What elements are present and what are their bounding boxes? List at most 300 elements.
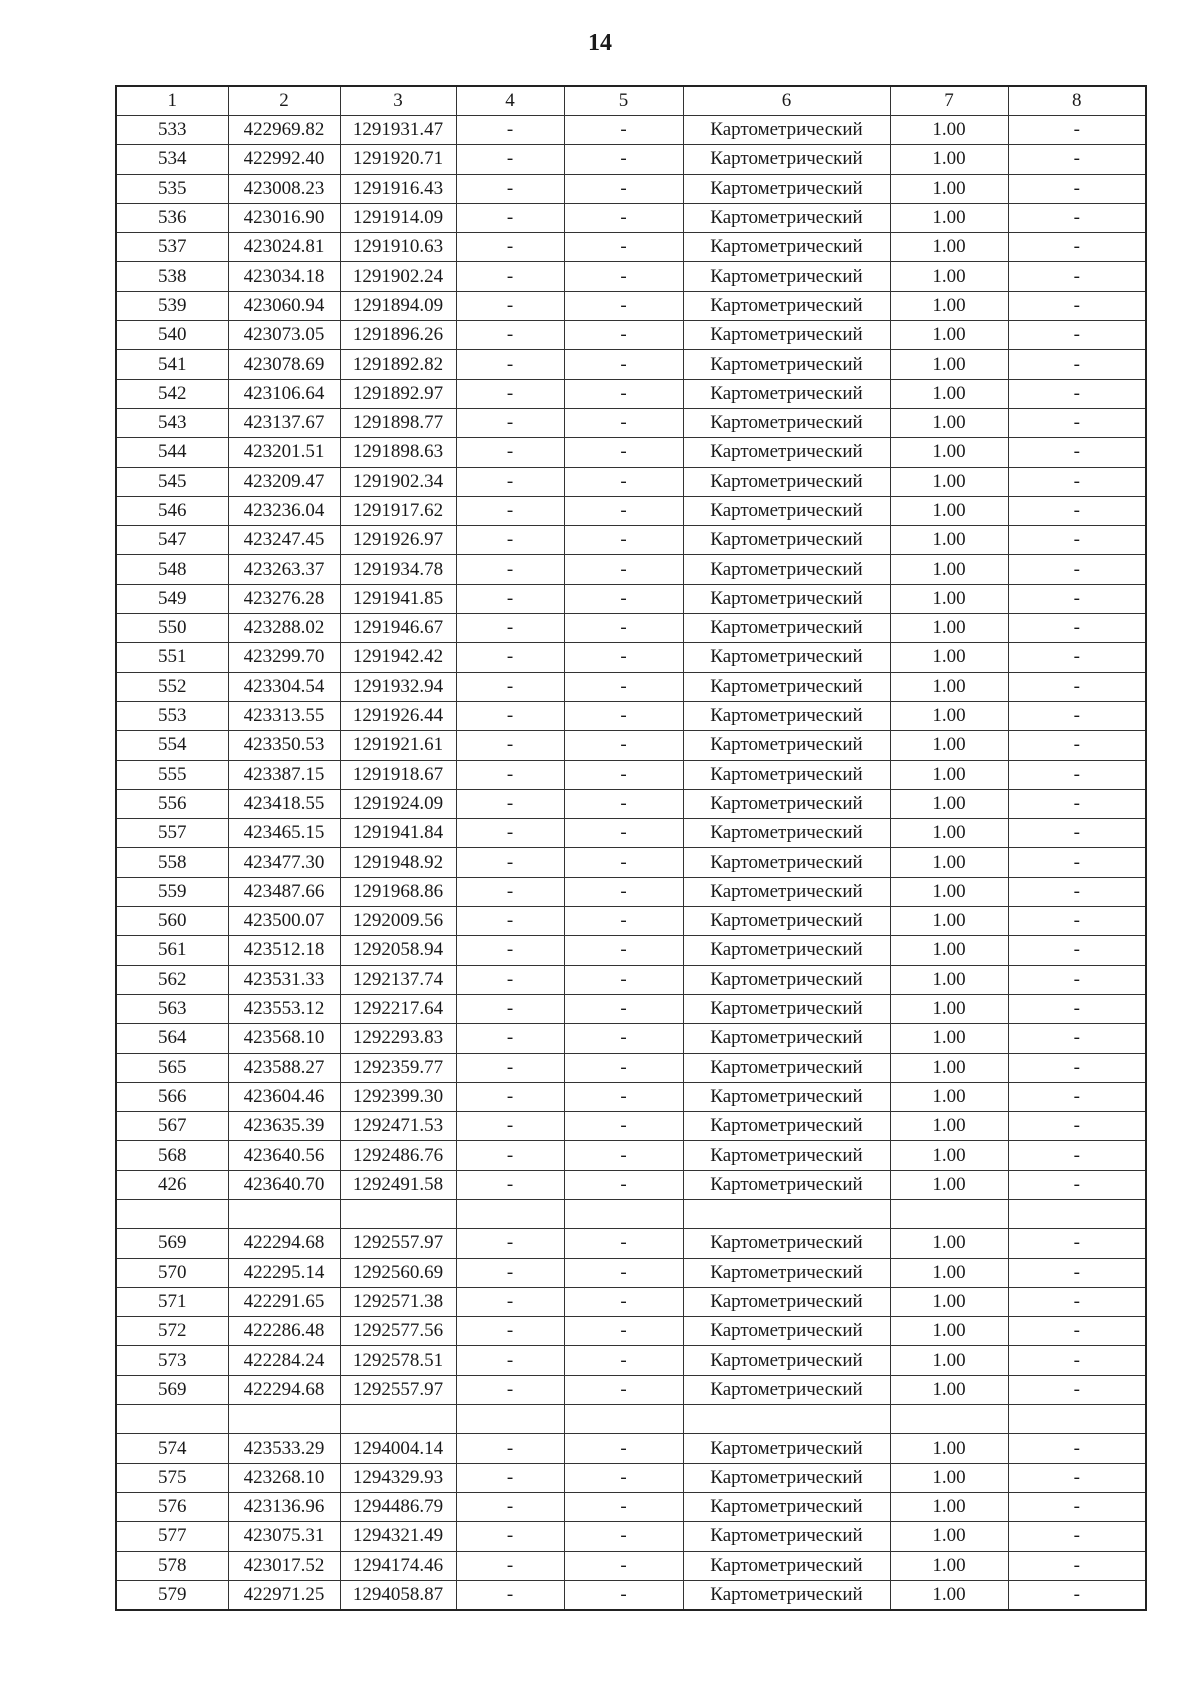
col5-cell: - [564, 1287, 683, 1316]
x-coordinate-cell: 423465.15 [228, 819, 340, 848]
point-number-cell: 541 [116, 350, 228, 379]
col8-cell: - [1008, 1112, 1146, 1141]
col5-cell: - [564, 116, 683, 145]
method-cell: Картометрический [683, 1024, 890, 1053]
col5-cell: - [564, 1463, 683, 1492]
x-coordinate-cell: 423263.37 [228, 555, 340, 584]
col8-cell: - [1008, 526, 1146, 555]
col8-cell: - [1008, 233, 1146, 262]
method-cell: Картометрический [683, 819, 890, 848]
col8-cell: - [1008, 760, 1146, 789]
y-coordinate-cell: 1291926.44 [340, 701, 456, 730]
y-coordinate-cell: 1292399.30 [340, 1082, 456, 1111]
page-number: 14 [588, 30, 612, 56]
point-number-cell: 550 [116, 614, 228, 643]
col8-cell: - [1008, 438, 1146, 467]
accuracy-cell: 1.00 [890, 1492, 1008, 1521]
method-cell: Картометрический [683, 1141, 890, 1170]
method-cell: Картометрический [683, 1580, 890, 1610]
col8-cell: - [1008, 877, 1146, 906]
col8-cell: - [1008, 643, 1146, 672]
col8-cell: - [1008, 145, 1146, 174]
col4-cell: - [456, 789, 564, 818]
col4-cell: - [456, 1053, 564, 1082]
y-coordinate-cell: 1291948.92 [340, 848, 456, 877]
method-cell: Картометрический [683, 1229, 890, 1258]
y-coordinate-cell: 1291917.62 [340, 496, 456, 525]
method-cell: Картометрический [683, 233, 890, 262]
accuracy-cell: 1.00 [890, 1229, 1008, 1258]
col8-cell: - [1008, 789, 1146, 818]
col8-cell: - [1008, 1492, 1146, 1521]
col8-cell: - [1008, 672, 1146, 701]
col5-cell: - [564, 233, 683, 262]
point-number-cell: 569 [116, 1375, 228, 1404]
col4-cell: - [456, 1375, 564, 1404]
col4-cell: - [456, 848, 564, 877]
point-number-cell: 557 [116, 819, 228, 848]
col5-cell: - [564, 731, 683, 760]
table-row [116, 907, 1146, 936]
table-row [116, 555, 1146, 584]
col5-cell: - [564, 350, 683, 379]
y-coordinate-cell: 1291932.94 [340, 672, 456, 701]
x-coordinate-cell: 423073.05 [228, 321, 340, 350]
col5-cell: - [564, 1053, 683, 1082]
col5-cell: - [564, 408, 683, 437]
y-coordinate-cell: 1294329.93 [340, 1463, 456, 1492]
method-cell: Картометрический [683, 145, 890, 174]
col4-cell: - [456, 467, 564, 496]
y-coordinate-cell: 1291902.24 [340, 262, 456, 291]
col5-cell: - [564, 848, 683, 877]
table-row [116, 1053, 1146, 1082]
col4-cell: - [456, 116, 564, 145]
col5-cell: - [564, 1551, 683, 1580]
method-cell: Картометрический [683, 526, 890, 555]
method-cell: Картометрический [683, 1053, 890, 1082]
accuracy-cell: 1.00 [890, 1434, 1008, 1463]
method-cell: Картометрический [683, 584, 890, 613]
col8-cell: - [1008, 1141, 1146, 1170]
table-row [116, 789, 1146, 818]
y-coordinate-cell: 1291898.77 [340, 408, 456, 437]
col4-cell: - [456, 233, 564, 262]
col4-cell: - [456, 1346, 564, 1375]
x-coordinate-cell: 423487.66 [228, 877, 340, 906]
col5-cell: - [564, 701, 683, 730]
col8-cell: - [1008, 1551, 1146, 1580]
point-number-cell: 554 [116, 731, 228, 760]
y-coordinate-cell: 1292217.64 [340, 994, 456, 1023]
x-coordinate-cell: 423017.52 [228, 1551, 340, 1580]
method-cell: Картометрический [683, 555, 890, 584]
table-row [116, 1317, 1146, 1346]
col8-cell: - [1008, 1375, 1146, 1404]
col4-cell: - [456, 408, 564, 437]
table-row [116, 438, 1146, 467]
y-coordinate-cell: 1294174.46 [340, 1551, 456, 1580]
col5-cell: - [564, 760, 683, 789]
y-coordinate-cell: 1292293.83 [340, 1024, 456, 1053]
table-row [116, 1580, 1146, 1610]
accuracy-cell: 1.00 [890, 233, 1008, 262]
col5-cell: - [564, 936, 683, 965]
col8-cell: - [1008, 584, 1146, 613]
x-coordinate-cell: 422284.24 [228, 1346, 340, 1375]
accuracy-cell: 1.00 [890, 1024, 1008, 1053]
accuracy-cell: 1.00 [890, 262, 1008, 291]
accuracy-cell: 1.00 [890, 1346, 1008, 1375]
col8-cell: - [1008, 819, 1146, 848]
accuracy-cell: 1.00 [890, 819, 1008, 848]
col8-cell: - [1008, 350, 1146, 379]
col8-cell: - [1008, 701, 1146, 730]
col8-cell: - [1008, 408, 1146, 437]
col8-cell: - [1008, 1346, 1146, 1375]
method-cell: Картометрический [683, 643, 890, 672]
col5-cell: - [564, 643, 683, 672]
col5-cell: - [564, 614, 683, 643]
accuracy-cell: 1.00 [890, 1287, 1008, 1316]
table-row [116, 145, 1146, 174]
col4-cell: - [456, 1170, 564, 1199]
table-row [116, 819, 1146, 848]
table-row [116, 1346, 1146, 1375]
y-coordinate-cell: 1291926.97 [340, 526, 456, 555]
x-coordinate-cell: 422969.82 [228, 116, 340, 145]
method-cell: Картометрический [683, 1375, 890, 1404]
col4-cell: - [456, 555, 564, 584]
point-number-cell: 540 [116, 321, 228, 350]
table-row [116, 1434, 1146, 1463]
accuracy-cell: 1.00 [890, 1112, 1008, 1141]
col4-cell: - [456, 819, 564, 848]
col8-cell [1008, 1199, 1146, 1228]
accuracy-cell: 1.00 [890, 614, 1008, 643]
method-cell: Картометрический [683, 408, 890, 437]
column-header-6: 6 [683, 86, 890, 116]
point-number-cell: 537 [116, 233, 228, 262]
accuracy-cell: 1.00 [890, 848, 1008, 877]
point-number-cell [116, 1405, 228, 1434]
table-row [116, 467, 1146, 496]
col4-cell: - [456, 350, 564, 379]
x-coordinate-cell: 423640.70 [228, 1170, 340, 1199]
x-coordinate-cell: 423500.07 [228, 907, 340, 936]
accuracy-cell: 1.00 [890, 174, 1008, 203]
x-coordinate-cell: 423276.28 [228, 584, 340, 613]
table-row [116, 1258, 1146, 1287]
y-coordinate-cell: 1291946.67 [340, 614, 456, 643]
method-cell: Картометрический [683, 965, 890, 994]
point-number-cell: 545 [116, 467, 228, 496]
method-cell: Картометрический [683, 438, 890, 467]
col4-cell: - [456, 526, 564, 555]
table-row [116, 116, 1146, 145]
col8-cell: - [1008, 379, 1146, 408]
x-coordinate-cell: 422971.25 [228, 1580, 340, 1610]
point-number-cell: 569 [116, 1229, 228, 1258]
col8-cell: - [1008, 848, 1146, 877]
x-coordinate-cell: 423604.46 [228, 1082, 340, 1111]
table-row [116, 877, 1146, 906]
col8-cell: - [1008, 321, 1146, 350]
point-number-cell: 539 [116, 291, 228, 320]
col4-cell: - [456, 1024, 564, 1053]
col5-cell: - [564, 1258, 683, 1287]
table-row [116, 203, 1146, 232]
method-cell: Картометрический [683, 848, 890, 877]
col8-cell: - [1008, 1082, 1146, 1111]
x-coordinate-cell: 423387.15 [228, 760, 340, 789]
accuracy-cell: 1.00 [890, 116, 1008, 145]
col8-cell: - [1008, 1170, 1146, 1199]
col5-cell: - [564, 555, 683, 584]
point-number-cell: 546 [116, 496, 228, 525]
table-row [116, 379, 1146, 408]
accuracy-cell: 1.00 [890, 965, 1008, 994]
point-number-cell: 426 [116, 1170, 228, 1199]
col8-cell: - [1008, 203, 1146, 232]
method-cell: Картометрический [683, 936, 890, 965]
x-coordinate-cell: 423299.70 [228, 643, 340, 672]
y-coordinate-cell: 1291896.26 [340, 321, 456, 350]
point-number-cell: 551 [116, 643, 228, 672]
y-coordinate-cell: 1291892.97 [340, 379, 456, 408]
point-number-cell: 571 [116, 1287, 228, 1316]
col4-cell: - [456, 262, 564, 291]
point-number-cell: 579 [116, 1580, 228, 1610]
method-cell: Картометрический [683, 1522, 890, 1551]
table-row [116, 1463, 1146, 1492]
accuracy-cell: 1.00 [890, 526, 1008, 555]
accuracy-cell: 1.00 [890, 760, 1008, 789]
col8-cell: - [1008, 1258, 1146, 1287]
method-cell: Картометрический [683, 467, 890, 496]
col4-cell: - [456, 731, 564, 760]
point-number-cell: 559 [116, 877, 228, 906]
col4-cell: - [456, 1229, 564, 1258]
x-coordinate-cell: 422992.40 [228, 145, 340, 174]
col4-cell: - [456, 145, 564, 174]
table-row [116, 848, 1146, 877]
method-cell: Картометрический [683, 321, 890, 350]
table-row [116, 672, 1146, 701]
x-coordinate-cell: 423268.10 [228, 1463, 340, 1492]
accuracy-cell: 1.00 [890, 1141, 1008, 1170]
point-number-cell: 536 [116, 203, 228, 232]
table-row [116, 965, 1146, 994]
y-coordinate-cell: 1291902.34 [340, 467, 456, 496]
col8-cell: - [1008, 496, 1146, 525]
accuracy-cell: 1.00 [890, 1375, 1008, 1404]
point-number-cell: 575 [116, 1463, 228, 1492]
table-row [116, 584, 1146, 613]
col5-cell: - [564, 1024, 683, 1053]
col8-cell: - [1008, 731, 1146, 760]
method-cell: Картометрический [683, 291, 890, 320]
table-row [116, 1375, 1146, 1404]
method-cell: Картометрический [683, 203, 890, 232]
y-coordinate-cell: 1292009.56 [340, 907, 456, 936]
point-number-cell: 533 [116, 116, 228, 145]
col5-cell: - [564, 1346, 683, 1375]
col4-cell: - [456, 174, 564, 203]
method-cell: Картометрический [683, 379, 890, 408]
point-number-cell: 577 [116, 1522, 228, 1551]
col4-cell: - [456, 1522, 564, 1551]
col8-cell: - [1008, 936, 1146, 965]
table-row [116, 291, 1146, 320]
col4-cell: - [456, 1580, 564, 1610]
point-number-cell: 553 [116, 701, 228, 730]
col5-cell [564, 1199, 683, 1228]
col5-cell: - [564, 907, 683, 936]
y-coordinate-cell: 1292560.69 [340, 1258, 456, 1287]
col5-cell: - [564, 379, 683, 408]
col5-cell: - [564, 262, 683, 291]
col4-cell: - [456, 496, 564, 525]
table-row [116, 526, 1146, 555]
col8-cell: - [1008, 1053, 1146, 1082]
accuracy-cell: 1.00 [890, 1053, 1008, 1082]
table-row [116, 233, 1146, 262]
accuracy-cell: 1.00 [890, 321, 1008, 350]
point-number-cell: 549 [116, 584, 228, 613]
y-coordinate-cell: 1291921.61 [340, 731, 456, 760]
col5-cell: - [564, 1229, 683, 1258]
col5-cell: - [564, 819, 683, 848]
accuracy-cell: 1.00 [890, 145, 1008, 174]
point-number-cell: 574 [116, 1434, 228, 1463]
accuracy-cell: 1.00 [890, 203, 1008, 232]
x-coordinate-cell [228, 1199, 340, 1228]
accuracy-cell: 1.00 [890, 907, 1008, 936]
y-coordinate-cell: 1294486.79 [340, 1492, 456, 1521]
y-coordinate-cell: 1292557.97 [340, 1229, 456, 1258]
point-number-cell: 562 [116, 965, 228, 994]
y-coordinate-cell: 1292486.76 [340, 1141, 456, 1170]
point-number-cell: 534 [116, 145, 228, 174]
table-row [116, 174, 1146, 203]
y-coordinate-cell: 1292577.56 [340, 1317, 456, 1346]
coordinates-table [115, 85, 1147, 1611]
col5-cell: - [564, 203, 683, 232]
col4-cell: - [456, 614, 564, 643]
x-coordinate-cell: 423288.02 [228, 614, 340, 643]
method-cell: Картометрический [683, 877, 890, 906]
point-number-cell: 570 [116, 1258, 228, 1287]
col5-cell: - [564, 496, 683, 525]
col5-cell: - [564, 1522, 683, 1551]
col5-cell: - [564, 526, 683, 555]
x-coordinate-cell: 423016.90 [228, 203, 340, 232]
point-number-cell: 573 [116, 1346, 228, 1375]
point-number-cell [116, 1199, 228, 1228]
col4-cell: - [456, 936, 564, 965]
column-header-8: 8 [1008, 86, 1146, 116]
accuracy-cell: 1.00 [890, 408, 1008, 437]
column-header-7: 7 [890, 86, 1008, 116]
y-coordinate-cell: 1291941.85 [340, 584, 456, 613]
col8-cell: - [1008, 1522, 1146, 1551]
col8-cell: - [1008, 555, 1146, 584]
point-number-cell: 578 [116, 1551, 228, 1580]
x-coordinate-cell: 423350.53 [228, 731, 340, 760]
point-number-cell: 535 [116, 174, 228, 203]
accuracy-cell: 1.00 [890, 1258, 1008, 1287]
method-cell: Картометрический [683, 1287, 890, 1316]
table-row [116, 643, 1146, 672]
x-coordinate-cell: 423136.96 [228, 1492, 340, 1521]
x-coordinate-cell: 423640.56 [228, 1141, 340, 1170]
point-number-cell: 543 [116, 408, 228, 437]
point-number-cell: 542 [116, 379, 228, 408]
table-row [116, 1405, 1146, 1434]
col4-cell: - [456, 1492, 564, 1521]
col8-cell: - [1008, 1024, 1146, 1053]
y-coordinate-cell: 1291916.43 [340, 174, 456, 203]
accuracy-cell: 1.00 [890, 731, 1008, 760]
accuracy-cell: 1.00 [890, 379, 1008, 408]
y-coordinate-cell: 1291892.82 [340, 350, 456, 379]
method-cell: Картометрический [683, 1346, 890, 1375]
y-coordinate-cell: 1291920.71 [340, 145, 456, 174]
col4-cell: - [456, 1258, 564, 1287]
accuracy-cell: 1.00 [890, 1522, 1008, 1551]
accuracy-cell [890, 1405, 1008, 1434]
point-number-cell: 572 [116, 1317, 228, 1346]
method-cell: Картометрический [683, 1434, 890, 1463]
column-header-5: 5 [564, 86, 683, 116]
table-row [116, 1551, 1146, 1580]
point-number-cell: 547 [116, 526, 228, 555]
column-header-3: 3 [340, 86, 456, 116]
col4-cell: - [456, 701, 564, 730]
col4-cell: - [456, 760, 564, 789]
col4-cell: - [456, 291, 564, 320]
table-header-row [116, 86, 1146, 116]
method-cell: Картометрический [683, 701, 890, 730]
col4-cell: - [456, 1317, 564, 1346]
table-row [116, 1170, 1146, 1199]
col8-cell: - [1008, 907, 1146, 936]
col8-cell: - [1008, 1580, 1146, 1610]
y-coordinate-cell: 1294058.87 [340, 1580, 456, 1610]
col4-cell: - [456, 438, 564, 467]
col5-cell: - [564, 965, 683, 994]
x-coordinate-cell: 423418.55 [228, 789, 340, 818]
col5-cell: - [564, 1317, 683, 1346]
point-number-cell: 565 [116, 1053, 228, 1082]
col8-cell: - [1008, 174, 1146, 203]
col4-cell: - [456, 203, 564, 232]
col5-cell: - [564, 1492, 683, 1521]
accuracy-cell: 1.00 [890, 467, 1008, 496]
accuracy-cell: 1.00 [890, 1082, 1008, 1111]
point-number-cell: 568 [116, 1141, 228, 1170]
method-cell: Картометрический [683, 1258, 890, 1287]
table-row [116, 496, 1146, 525]
point-number-cell: 552 [116, 672, 228, 701]
y-coordinate-cell: 1294321.49 [340, 1522, 456, 1551]
y-coordinate-cell: 1292557.97 [340, 1375, 456, 1404]
column-header-4: 4 [456, 86, 564, 116]
x-coordinate-cell: 423201.51 [228, 438, 340, 467]
method-cell: Картометрический [683, 1317, 890, 1346]
point-number-cell: 576 [116, 1492, 228, 1521]
